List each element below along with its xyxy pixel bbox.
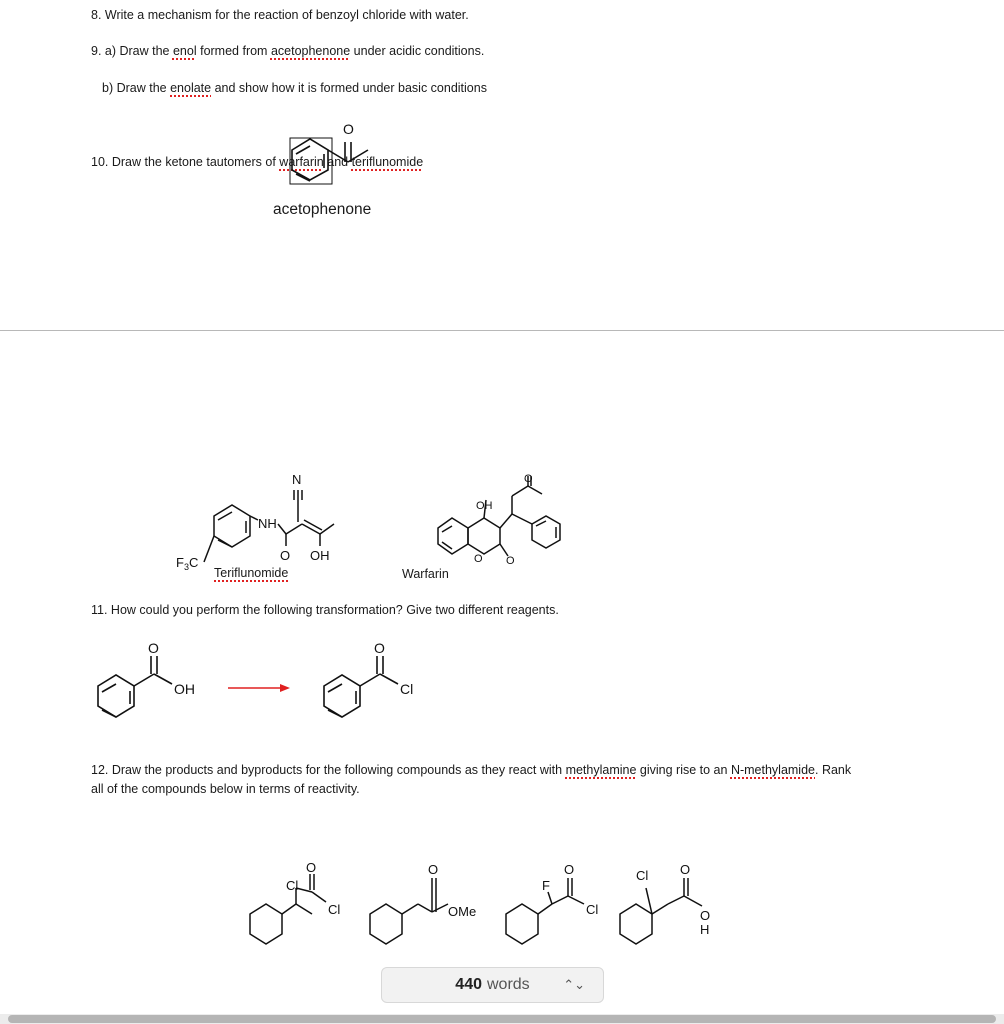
question-10: 10. Draw the ketone tautomers of warfarin and teriflunomide xyxy=(91,155,424,169)
teriflunomide-structure[interactable] xyxy=(174,470,354,570)
spellcheck-teriflunomide: teriflunomide xyxy=(351,155,424,169)
svg-text:O: O xyxy=(474,553,483,565)
spellcheck-warfarin: warfarin xyxy=(279,155,324,169)
svg-text:OMe: OMe xyxy=(448,904,477,919)
svg-text:Cl: Cl xyxy=(286,878,299,893)
svg-text:Cl: Cl xyxy=(636,868,649,883)
page-divider xyxy=(0,330,1004,331)
acetophenone-structure[interactable] xyxy=(284,120,404,190)
spellcheck-n-methylamide: N-methylamide xyxy=(730,763,815,777)
word-count-button[interactable] xyxy=(381,967,604,1003)
svg-text:F3C: $F_3C$ xyxy=(176,555,199,572)
svg-text:O: O xyxy=(148,640,159,656)
svg-text:O: O xyxy=(428,862,439,877)
question-11: 11. How could you perform the following transformation? Give two different reagents. xyxy=(91,603,559,617)
svg-text:O: O xyxy=(700,908,711,923)
svg-text:OH: OH xyxy=(310,548,330,563)
spellcheck-enol: enol xyxy=(172,44,197,58)
question-9b: b) Draw the enolate and show how it is formed under basic conditions xyxy=(102,81,487,95)
transformation-scheme[interactable] xyxy=(94,640,434,730)
svg-text:Cl: Cl xyxy=(328,902,341,917)
svg-text:O: O xyxy=(306,860,317,875)
svg-text:O: O xyxy=(343,121,354,137)
svg-text:O: O xyxy=(506,555,515,567)
teriflunomide-label: Teriflunomide xyxy=(214,566,289,580)
word-count-value: 440 xyxy=(455,976,482,993)
svg-text:O: O xyxy=(564,862,575,877)
warfarin-structure[interactable] xyxy=(432,470,582,570)
svg-text:F: F xyxy=(542,878,550,893)
chevron-up-down-icon: ⌃⌄ xyxy=(563,977,585,992)
question-9a: 9. a) Draw the enol formed from acetophenone under acidic conditions. xyxy=(91,44,485,58)
svg-text:NH: NH xyxy=(258,516,277,531)
svg-text:O: O xyxy=(374,640,385,656)
spellcheck-methylamine: methylamine xyxy=(565,763,637,777)
acetophenone-label: acetophenone xyxy=(273,201,372,218)
svg-text:Cl: Cl xyxy=(586,902,599,917)
question-12-line2: all of the compounds below in terms of reactivity. xyxy=(91,782,360,796)
svg-text:O: O xyxy=(524,473,533,485)
spellcheck-enolate: enolate xyxy=(170,81,212,95)
spellcheck-acetophenone: acetophenone xyxy=(270,44,351,58)
svg-text:OH: OH xyxy=(476,500,493,512)
question-12: 12. Draw the products and byproducts for the following compounds as they react with methylamine giving rise to an N-methylamide. Rank xyxy=(91,763,852,777)
warfarin-label: Warfarin xyxy=(402,567,449,581)
question-8: 8. Write a mechanism for the reaction of benzoyl chloride with water. xyxy=(91,8,469,22)
svg-text:Cl: Cl xyxy=(400,681,414,697)
q12-compounds[interactable] xyxy=(244,860,724,950)
svg-text:O: O xyxy=(680,862,691,877)
svg-text:N: N xyxy=(292,472,302,487)
svg-text:OH: OH xyxy=(174,681,195,697)
word-count-label: words xyxy=(487,976,530,993)
horizontal-scrollbar-thumb[interactable] xyxy=(8,1015,996,1023)
svg-text:O: O xyxy=(280,548,291,563)
svg-text:H: H xyxy=(700,922,710,937)
